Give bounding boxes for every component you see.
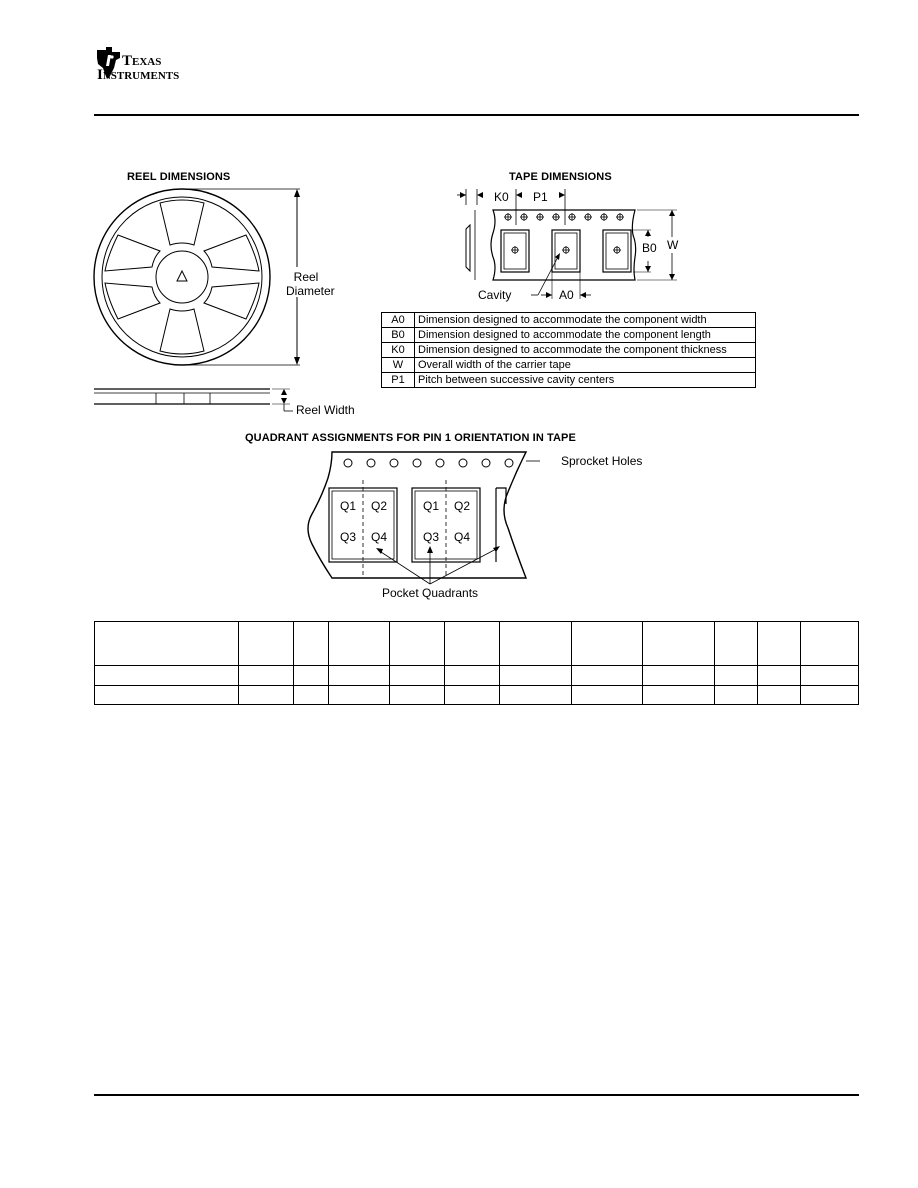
table-cell bbox=[643, 686, 715, 705]
sprocket-holes-label: Sprocket Holes bbox=[561, 454, 643, 468]
table-cell bbox=[715, 686, 758, 705]
table-cell bbox=[572, 686, 643, 705]
legend-description: Dimension designed to accommodate the component thickness bbox=[415, 343, 756, 358]
table-cell bbox=[445, 666, 500, 686]
logo-line-instruments: Instruments bbox=[97, 67, 180, 83]
legend-code: P1 bbox=[382, 373, 415, 388]
table-cell bbox=[294, 622, 329, 666]
legend-description: Overall width of the carrier tape bbox=[415, 358, 756, 373]
table-cell bbox=[801, 666, 859, 686]
legend-code: B0 bbox=[382, 328, 415, 343]
table-cell bbox=[239, 686, 294, 705]
table-cell bbox=[239, 666, 294, 686]
logo-line-texas: Texas bbox=[122, 53, 162, 69]
table-cell bbox=[390, 686, 445, 705]
table-cell bbox=[445, 686, 500, 705]
a0-label: A0 bbox=[559, 288, 574, 302]
table-cell bbox=[95, 622, 239, 666]
table-cell bbox=[500, 666, 572, 686]
table-cell bbox=[294, 686, 329, 705]
table-cell bbox=[390, 666, 445, 686]
pocket2-q1-label: Q1 bbox=[423, 499, 440, 513]
pocket1-q2-label: Q2 bbox=[371, 499, 388, 513]
table-cell bbox=[715, 666, 758, 686]
w-label: W bbox=[667, 238, 679, 252]
cavity-label: Cavity bbox=[478, 288, 512, 302]
table-row bbox=[95, 686, 859, 705]
k0-label: K0 bbox=[494, 190, 509, 204]
table-cell bbox=[500, 686, 572, 705]
table-cell bbox=[572, 622, 643, 666]
table-cell bbox=[758, 622, 801, 666]
table-cell bbox=[95, 686, 239, 705]
tape-reel-info-table bbox=[94, 621, 859, 705]
legend-row bbox=[382, 373, 756, 388]
header-rule bbox=[94, 114, 859, 116]
pocket1-q1-label: Q1 bbox=[340, 499, 357, 513]
table-cell bbox=[445, 622, 500, 666]
pocket1-q4-label: Q4 bbox=[371, 530, 388, 544]
legend-code: W bbox=[382, 358, 415, 373]
tape-legend-table bbox=[381, 312, 756, 388]
table-cell bbox=[329, 666, 390, 686]
table-cell bbox=[500, 622, 572, 666]
b0-label: B0 bbox=[642, 241, 657, 255]
pocket-quadrants-label: Pocket Quadrants bbox=[382, 586, 479, 600]
tape-dimensions-title: TAPE DIMENSIONS bbox=[509, 171, 612, 183]
footer-rule bbox=[94, 1094, 859, 1096]
reel-dimensions-title: REEL DIMENSIONS bbox=[127, 171, 231, 183]
table-cell bbox=[239, 622, 294, 666]
legend-code: K0 bbox=[382, 343, 415, 358]
pocket2-q2-label: Q2 bbox=[454, 499, 471, 513]
reel-diameter-label-line1: Reel bbox=[293, 270, 319, 284]
pocket2-q4-label: Q4 bbox=[454, 530, 471, 544]
table-row bbox=[95, 666, 859, 686]
reel-diameter-label bbox=[286, 270, 335, 298]
reel-diameter-label-line2: Diameter bbox=[286, 284, 335, 298]
table-cell bbox=[801, 622, 859, 666]
ti-logo bbox=[94, 46, 224, 86]
reel-diagram bbox=[90, 185, 380, 425]
p1-label: P1 bbox=[533, 190, 548, 204]
table-cell bbox=[715, 622, 758, 666]
table-cell bbox=[294, 666, 329, 686]
table-cell bbox=[390, 622, 445, 666]
table-cell bbox=[95, 666, 239, 686]
pocket1-q3-label: Q3 bbox=[340, 530, 357, 544]
table-cell bbox=[758, 686, 801, 705]
legend-row bbox=[382, 343, 756, 358]
table-cell bbox=[643, 622, 715, 666]
table-header-row bbox=[95, 622, 859, 666]
reel-width-label: Reel Width bbox=[296, 403, 355, 417]
table-cell bbox=[572, 666, 643, 686]
pocket2-q3-label: Q3 bbox=[423, 530, 440, 544]
quadrant-diagram bbox=[290, 448, 550, 598]
legend-description: Dimension designed to accommodate the component width bbox=[415, 313, 756, 328]
table-cell bbox=[801, 686, 859, 705]
table-cell bbox=[643, 666, 715, 686]
legend-row bbox=[382, 358, 756, 373]
legend-code: A0 bbox=[382, 313, 415, 328]
legend-row bbox=[382, 328, 756, 343]
legend-description: Dimension designed to accommodate the component length bbox=[415, 328, 756, 343]
table-cell bbox=[329, 686, 390, 705]
legend-description: Pitch between successive cavity centers bbox=[415, 373, 756, 388]
quadrant-title: QUADRANT ASSIGNMENTS FOR PIN 1 ORIENTATION IN TAPE bbox=[245, 432, 576, 444]
legend-row bbox=[382, 313, 756, 328]
table-cell bbox=[758, 666, 801, 686]
table-cell bbox=[329, 622, 390, 666]
